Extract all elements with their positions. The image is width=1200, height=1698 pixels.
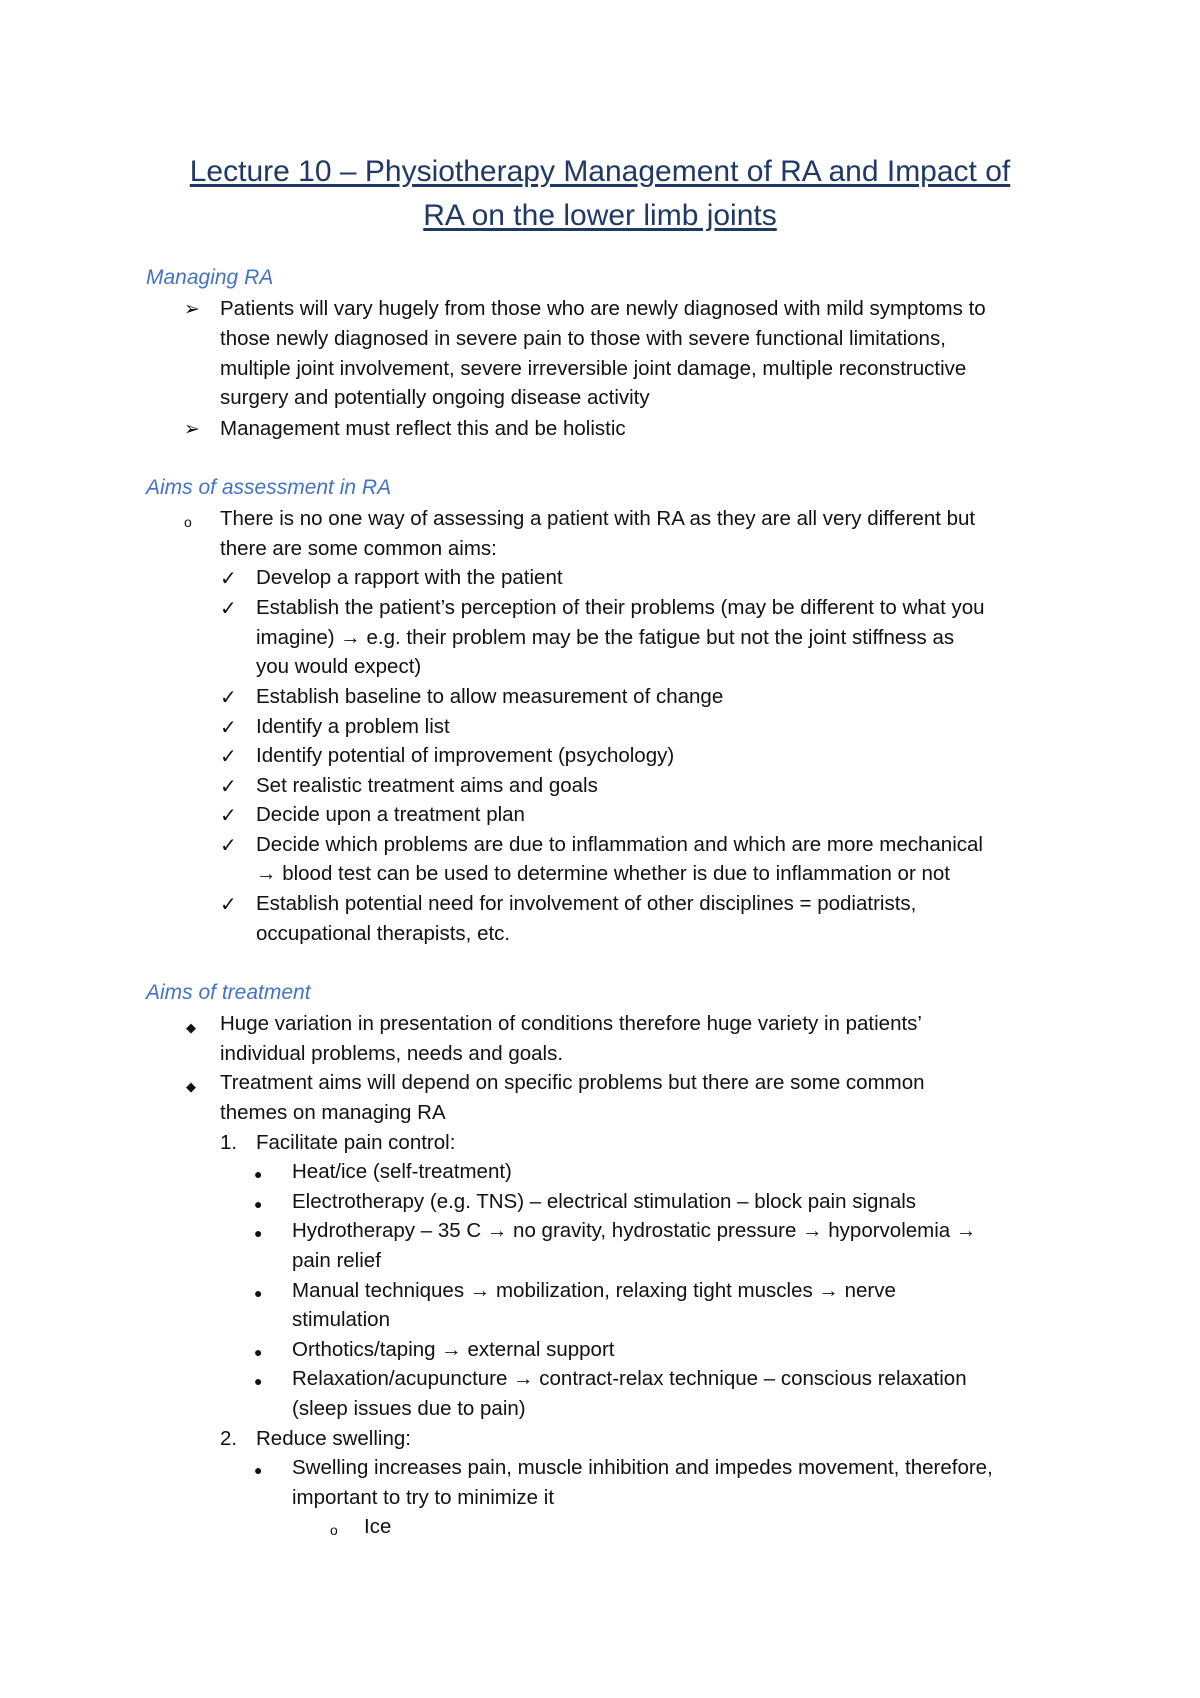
round-bullet-icon: ● (254, 1285, 263, 1301)
numbered-item-label: Facilitate pain control: (256, 1131, 456, 1154)
check-item-line: Identify a problem list (256, 715, 450, 738)
bullet-item-line: important to try to minimize it (292, 1486, 555, 1509)
checkmark-icon: ✓ (220, 687, 237, 709)
check-item-line: Develop a rapport with the patient (256, 566, 563, 589)
list-item-line: Treatment aims will depend on specific problems but there are some common (220, 1071, 925, 1094)
sub-item-line: Ice (364, 1515, 392, 1538)
checkmark-icon: ✓ (220, 835, 237, 857)
list-item-line: there are some common aims: (220, 537, 497, 560)
check-item-line: Establish the patient’s perception of their problems (may be different to what you (256, 596, 985, 619)
bullet-item-line: stimulation (292, 1308, 390, 1331)
list-item-line: Management must reflect this and be holistic (220, 417, 626, 440)
round-bullet-icon: ● (254, 1196, 263, 1212)
bullet-item-line: Orthotics/taping → external support (292, 1338, 615, 1361)
check-item-line: occupational therapists, etc. (256, 922, 511, 945)
diamond-bullet-icon: ◆ (186, 1079, 196, 1094)
list-item-line: themes on managing RA (220, 1101, 446, 1124)
title-line-1: Lecture 10 – Physiotherapy Management of RA and Impact of (189, 155, 1011, 188)
check-item-line: → blood test can be used to determine whether is due to inflammation or not (256, 862, 950, 885)
bullet-item-line: (sleep issues due to pain) (292, 1397, 526, 1420)
bullet-item-line: Relaxation/acupuncture → contract-relax technique – conscious relaxation (292, 1367, 967, 1390)
list-item-line: There is no one way of assessing a patient with RA as they are all very different but (220, 507, 976, 530)
check-item-line: Identify potential of improvement (psychology) (256, 744, 675, 767)
check-item-line: Decide upon a treatment plan (256, 803, 525, 826)
bullet-item-line: Manual techniques → mobilization, relaxing tight muscles → nerve (292, 1279, 896, 1302)
section-heading-treatment: Aims of treatment (146, 981, 311, 1004)
numbered-item-label: Reduce swelling: (256, 1427, 411, 1450)
title-line-2: RA on the lower limb joints (423, 199, 777, 232)
round-bullet-icon: ● (254, 1344, 263, 1360)
list-item-line: surgery and potentially ongoing disease activity (220, 386, 650, 409)
checkmark-icon: ✓ (220, 598, 237, 620)
bullet-item-line: Swelling increases pain, muscle inhibition and impedes movement, therefore, (292, 1456, 993, 1479)
list-item-line: Patients will vary hugely from those who are newly diagnosed with mild symptoms to (220, 297, 986, 320)
checkmark-icon: ✓ (220, 717, 237, 739)
round-bullet-icon: ● (254, 1166, 263, 1182)
page-title (0, 150, 1200, 238)
bullet-item-line: Hydrotherapy – 35 C → no gravity, hydrostatic pressure → hyporvolemia → (292, 1219, 977, 1242)
circle-bullet-icon: o (330, 1522, 338, 1538)
list-item-line: multiple joint involvement, severe irreversible joint damage, multiple reconstructive (220, 357, 967, 380)
round-bullet-icon: ● (254, 1462, 263, 1478)
check-item-line: Decide which problems are due to inflammation and which are more mechanical (256, 833, 983, 856)
check-item-line: Establish potential need for involvement of other disciplines = podiatrists, (256, 892, 917, 915)
bullet-item-line: pain relief (292, 1249, 381, 1272)
checkmark-icon: ✓ (220, 894, 237, 916)
check-item-line: you would expect) (256, 655, 422, 678)
numbered-item-number: 1. (220, 1131, 238, 1154)
list-item-line: Huge variation in presentation of conditions therefore huge variety in patients’ (220, 1012, 922, 1035)
bullet-item-line: Electrotherapy (e.g. TNS) – electrical stimulation – block pain signals (292, 1190, 917, 1213)
checkmark-icon: ✓ (220, 746, 237, 768)
checkmark-icon: ✓ (220, 568, 237, 590)
round-bullet-icon: ● (254, 1225, 263, 1241)
section-heading-assessment: Aims of assessment in RA (146, 476, 392, 499)
arrowhead-bullet-icon: ➢ (184, 419, 200, 440)
bullet-item-line: Heat/ice (self-treatment) (292, 1160, 512, 1183)
check-item-line: imagine) → e.g. their problem may be the fatigue but not the joint stiffness as (256, 626, 955, 649)
list-item-line: those newly diagnosed in severe pain to those with severe functional limitations, (220, 327, 946, 350)
diamond-bullet-icon: ◆ (186, 1020, 196, 1035)
numbered-item-number: 2. (220, 1427, 238, 1450)
arrowhead-bullet-icon: ➢ (184, 299, 200, 320)
list-item-line: individual problems, needs and goals. (220, 1042, 564, 1065)
circle-bullet-icon: o (184, 514, 192, 530)
round-bullet-icon: ● (254, 1373, 263, 1389)
check-item-line: Establish baseline to allow measurement of change (256, 685, 724, 708)
check-item-line: Set realistic treatment aims and goals (256, 774, 598, 797)
section-heading-managing: Managing RA (146, 266, 274, 289)
checkmark-icon: ✓ (220, 805, 237, 827)
checkmark-icon: ✓ (220, 776, 237, 798)
